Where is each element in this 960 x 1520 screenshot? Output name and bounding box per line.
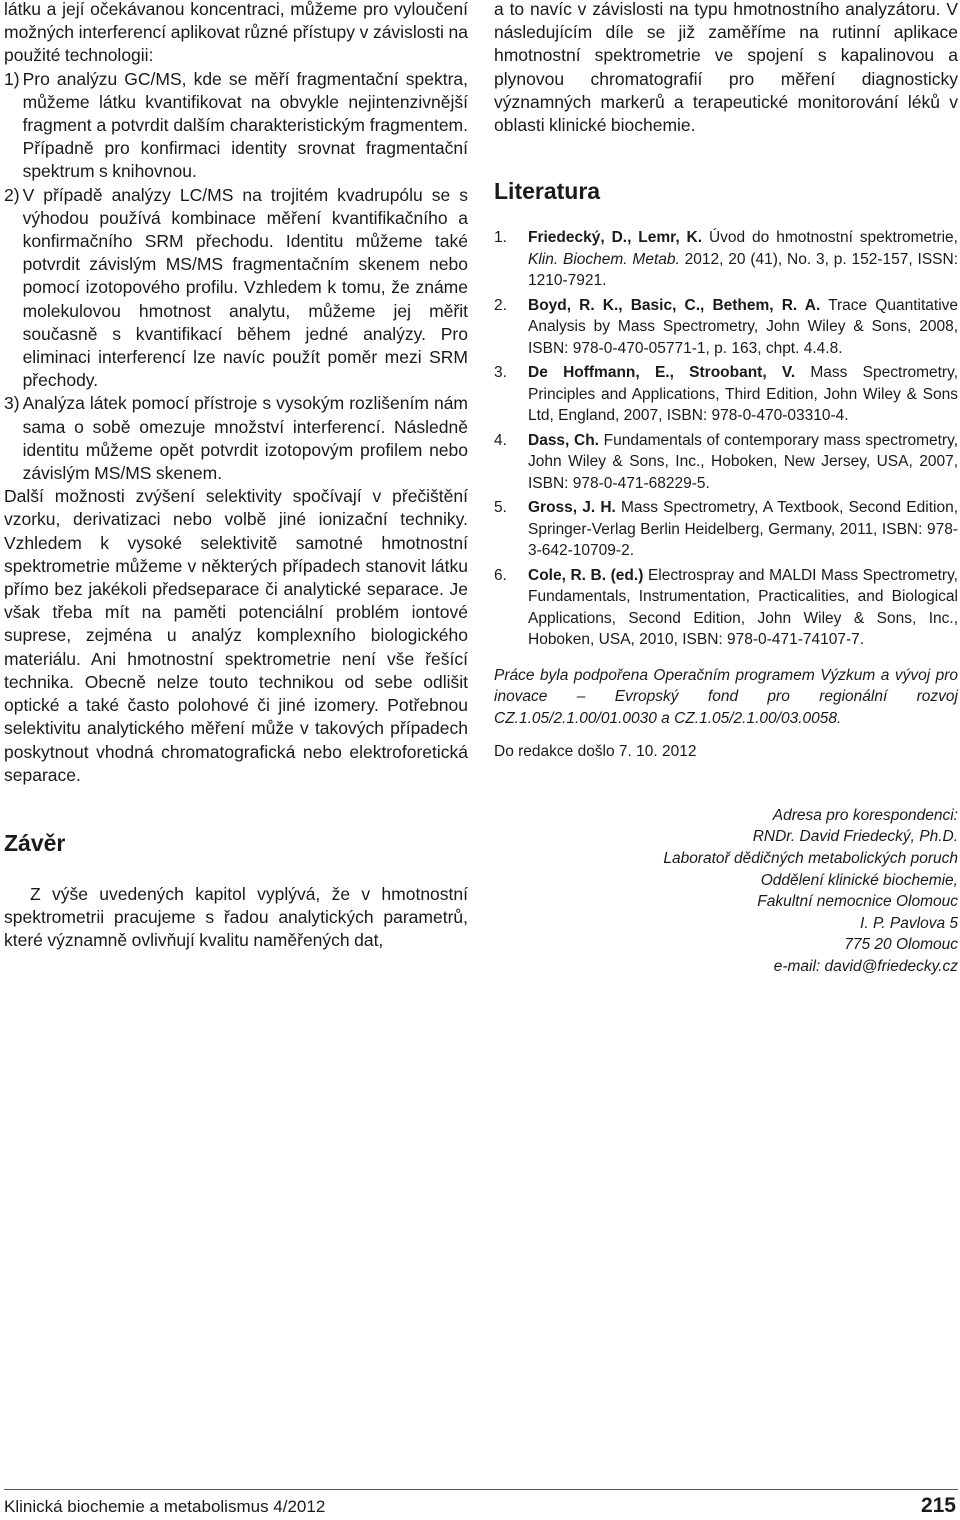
reference-authors: Gross, J. H. bbox=[528, 499, 616, 517]
list-item-text: Analýza látek pomocí přístroje s vysokým rozlišením nám sama o sobě omezuje množství interferencí. Následně identitu můžeme opět potvrdit izotopovým profilem nebo závislým MS/MS skenem. bbox=[22, 393, 468, 484]
reference-item bbox=[494, 295, 958, 360]
literature-heading: Literatura bbox=[494, 178, 601, 205]
reference-authors: Friedecký, D., Lemr, K. bbox=[528, 229, 703, 247]
conclusion-heading: Závěr bbox=[4, 829, 66, 856]
body-paragraph: Další možnosti zvýšení selektivity spočívají v přečištění vzorku, derivatizaci nebo volbě jiné ionizační techniky. Vzhledem k vysoké selektivitě samotné hmotnostní spektrometrie můžeme v některých případech stanovit látku přímo bez jakékoli předseparace či analytické separace. Je však třeba mít na paměti potenciální problém iontové suprese, zejména u analýz komplexního biologického materiálu. Ani hmotnostní spektrometrie není vše řešící technika. Obecně nelze touto technikou od sebe odlišit optické a také často polohové či jiné izomery. Potřebnou selektivitu analytického měření může v takových případech poskytnout vhodná chromatografická nebo elektroforetická separace. bbox=[4, 486, 468, 785]
reference-text bbox=[528, 295, 958, 360]
reference-journal: Klin. Biochem. Metab. bbox=[528, 250, 680, 268]
list-item-number: 3) bbox=[4, 393, 20, 414]
reference-number: 1. bbox=[494, 229, 507, 247]
list-item bbox=[4, 392, 468, 485]
page-number: 215 bbox=[920, 1494, 956, 1517]
reference-number: 3. bbox=[494, 364, 507, 382]
reference-title: Mass Spectrometry, A Textbook, Second Edition, Springer-Verlag Berlin Heidelberg, Germany, 2011, ISBN: 978-3-642-10709-2. bbox=[528, 499, 958, 560]
right-column bbox=[494, 0, 958, 977]
left-column bbox=[4, 0, 468, 953]
reference-text bbox=[528, 565, 958, 651]
reference-number: 2. bbox=[494, 296, 507, 314]
address-line: e-mail: david@friedecky.cz bbox=[773, 957, 958, 975]
reference-text bbox=[528, 227, 958, 292]
reference-item bbox=[494, 497, 958, 562]
continuation-paragraph: a to navíc v závislosti na typu hmotnostního analyzátoru. V následujícím díle se již zaměříme na rutinní aplikace hmotnostní spektrometrie ve spojení s kapalinovou a plynovou chromatografií pro měření diagnosticky významných markerů a terapeutické monitorování léků v oblasti klinické biochemie. bbox=[494, 0, 958, 136]
reference-title: Úvod do hmotnostní spektrometrie, bbox=[702, 229, 958, 247]
reference-item bbox=[494, 362, 958, 427]
reference-authors: De Hoffmann, E., Stroobant, V. bbox=[528, 364, 796, 382]
footer-divider bbox=[4, 1489, 958, 1490]
received-date: Do redakce došlo 7. 10. 2012 bbox=[494, 743, 697, 761]
reference-number: 5. bbox=[494, 499, 507, 517]
reference-text bbox=[528, 497, 958, 562]
reference-title: Electrospray and MALDI Mass Spectrometry, Fundamentals, Instrumentation, Practicalities, and Biological Applications, Second Edition, John Wiley & Sons, Inc., Hoboken, USA, 2010, ISBN: 978-0-471-74107-7. bbox=[528, 566, 958, 649]
reference-authors: Dass, Ch. bbox=[528, 431, 599, 449]
list-item-number: 1) bbox=[4, 68, 20, 89]
address-line: 775 20 Olomouc bbox=[844, 936, 958, 954]
list-item bbox=[4, 184, 468, 393]
reference-item bbox=[494, 430, 958, 495]
reference-number: 4. bbox=[494, 431, 507, 449]
reference-details: 2012, 20 (41), No. 3, p. 152-157, ISSN: 1210-7921. bbox=[528, 250, 958, 290]
reference-text bbox=[528, 362, 958, 427]
reference-title: Mass Spectrometry, Principles and Applications, Third Edition, John Wiley & Sons Ltd, England, 2007, ISBN: 978-0-470-03310-4. bbox=[528, 364, 959, 425]
list-item-text: V případě analýzy LC/MS na trojitém kvadrupólu se s výhodou používá kombinace měření kvantifikačního a konfirmačního SRM přechodu. Identitu můžeme také potvrdit závislým MS/MS fragmentačním skenem nebo pomocí izotopového profilu. Vzhledem k tomu, že známe molekulovou hmotnost analytu, můžeme jej měřit současně s kvantifikací během jedné analýzy. Pro eliminaci interferencí lze navíc použít poměr mezi SRM přechody. bbox=[22, 184, 468, 391]
address-line: Fakultní nemocnice Olomouc bbox=[757, 893, 958, 911]
address-line: I. P. Pavlova 5 bbox=[860, 914, 958, 932]
address-line: Adresa pro korespondenci: bbox=[772, 806, 958, 824]
reference-item bbox=[494, 565, 958, 651]
reference-authors: Cole, R. B. (ed.) bbox=[528, 566, 644, 584]
address-line: RNDr. David Friedecký, Ph.D. bbox=[752, 828, 958, 846]
conclusion-paragraph: Z výše uvedených kapitol vyplývá, že v hmotnostní spektrometrii pracujeme s řadou analytických parametrů, které významně ovlivňují kvalitu naměřených dat, bbox=[4, 883, 468, 951]
reference-title: Trace Quantitative Analysis by Mass Spectrometry, John Wiley & Sons, 2008, ISBN: 978-0-470-05771-1, p. 163, chpt. 4.4.8. bbox=[528, 296, 959, 357]
address-line: Laboratoř dědičných metabolických poruch bbox=[663, 849, 958, 867]
reference-item bbox=[494, 227, 958, 292]
intro-paragraph: látku a její očekávanou koncentraci, můžeme pro vyloučení možných interferencí aplikovat různé přístupy v závislosti na použité technologii: bbox=[4, 0, 468, 66]
list-item-text: Pro analýzu GC/MS, kde se měří fragmentační spektra, můžeme látku kvantifikovat na obvykle nejintenzivnější fragment a potvrdit dalším charakteristickým fragmentem. Případně pro konfirmaci identity srovnat fragmentační spektrum s knihovnou. bbox=[22, 68, 468, 182]
correspondence-address bbox=[494, 805, 958, 978]
list-item bbox=[4, 68, 468, 184]
footer-journal: Klinická biochemie a metabolismus 4/2012 bbox=[4, 1497, 326, 1516]
address-line: Oddělení klinické biochemie, bbox=[760, 871, 958, 889]
reference-authors: Boyd, R. K., Basic, C., Bethem, R. A. bbox=[528, 296, 821, 314]
reference-number: 6. bbox=[494, 566, 507, 584]
acknowledgement: Práce byla podpořena Operačním programem Výzkum a vývoj pro inovace – Evropský fond pro regionální rozvoj CZ.1.05/2.1.00/01.0030 a CZ.1.05/2.1.00/03.0058. bbox=[494, 666, 958, 727]
reference-text bbox=[528, 430, 958, 495]
reference-list bbox=[494, 227, 958, 651]
reference-title: Fundamentals of contemporary mass spectrometry, John Wiley & Sons, Inc., Hoboken, New Jersey, USA, 2007, ISBN: 978-0-471-68229-5. bbox=[528, 431, 958, 492]
list-item-number: 2) bbox=[4, 184, 20, 205]
